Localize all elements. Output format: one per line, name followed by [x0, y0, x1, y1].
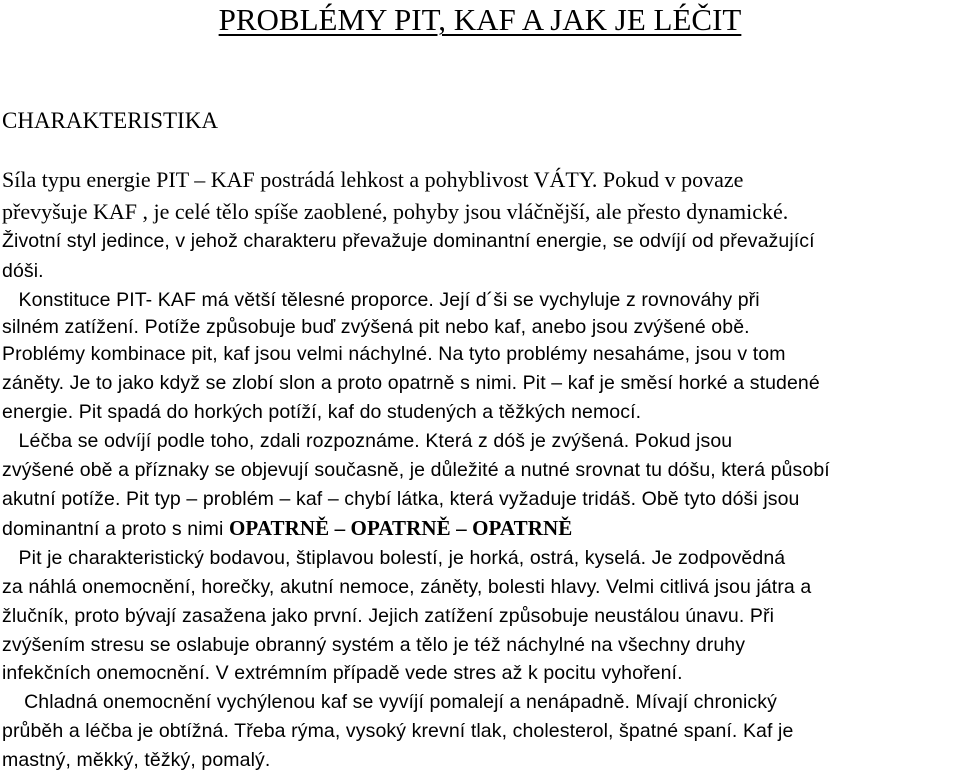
body-line: záněty. Je to jako když se zlobí slon a proto opatrně s nimi. Pit – kaf je směsí horké a studené	[2, 372, 820, 394]
body-line: Pit je charakteristický bodavou, štiplavou bolestí, je horká, ostrá, kyselá. Je zodpovědná	[2, 547, 786, 569]
body-line: Životní styl jedince, v jehož charakteru převažuje dominantní energie, se odvíjí od převažující	[2, 230, 815, 252]
body-line: dóši.	[2, 260, 44, 282]
body-line: Léčba se odvíjí podle toho, zdali rozpoznáme. Která z dóš je zvýšená. Pokud jsou	[2, 430, 733, 452]
body-line: mastný, měkký, těžký, pomalý.	[2, 749, 271, 771]
body-line: energie. Pit spadá do horkých potíží, kaf do studených a těžkých nemocí.	[2, 401, 642, 423]
page-title: PROBLÉMY PIT, KAF A JAK JE LÉČIT	[218, 2, 742, 37]
intro-line: převyšuje KAF , je celé tělo spíše zaoblené, pohyby jsou vláčnější, ale přesto dynamické.	[2, 199, 789, 224]
section-heading: CHARAKTERISTIKA	[2, 108, 218, 133]
caution-emphasis: OPATRNĚ – OPATRNĚ – OPATRNĚ	[228, 516, 573, 540]
body-line: žlučník, proto bývají zasažena jako první. Jejich zatížení způsobuje neustálou únavu. Při	[2, 605, 774, 627]
caution-line	[2, 516, 572, 541]
body-line: Konstituce PIT- KAF má větší tělesné proporce. Její d´ši se vychyluje z rovnováhy při	[2, 289, 760, 311]
caution-prefix: dominantní a proto s nimi	[2, 518, 229, 540]
body-line: průběh a léčba je obtížná. Třeba rýma, vysoký krevní tlak, cholesterol, špatné spaní. Kaf je	[2, 720, 794, 742]
body-line: Chladná onemocnění vychýlenou kaf se vyvíjí pomalejí a nenápadně. Mívají chronický	[2, 691, 777, 713]
body-line: infekčních onemocnění. V extrémním případě vede stres až k pocitu vyhoření.	[2, 662, 683, 684]
body-line: Problémy kombinace pit, kaf jsou velmi náchylné. Na tyto problémy nesaháme, jsou v tom	[2, 343, 786, 365]
body-line: zvýšením stresu se oslabuje obranný systém a tělo je též náchylné na všechny druhy	[2, 634, 746, 656]
intro-line: Síla typu energie PIT – KAF postrádá lehkost a pohyblivost VÁTY. Pokud v povaze	[2, 167, 744, 192]
body-line: silném zatížení. Potíže způsobuje buď zvýšená pit nebo kaf, anebo jsou zvýšené obě.	[2, 316, 750, 338]
body-line: za náhlá onemocnění, horečky, akutní nemoce, záněty, bolesti hlavy. Velmi citlivá jsou játra a	[2, 576, 812, 598]
body-line: zvýšené obě a příznaky se objevují současně, je důležité a nutné srovnat tu dóšu, která působí	[2, 459, 830, 481]
body-line: akutní potíže. Pit typ – problém – kaf – chybí látka, která vyžaduje tridáš. Obě tyto dóši jsou	[2, 488, 800, 510]
